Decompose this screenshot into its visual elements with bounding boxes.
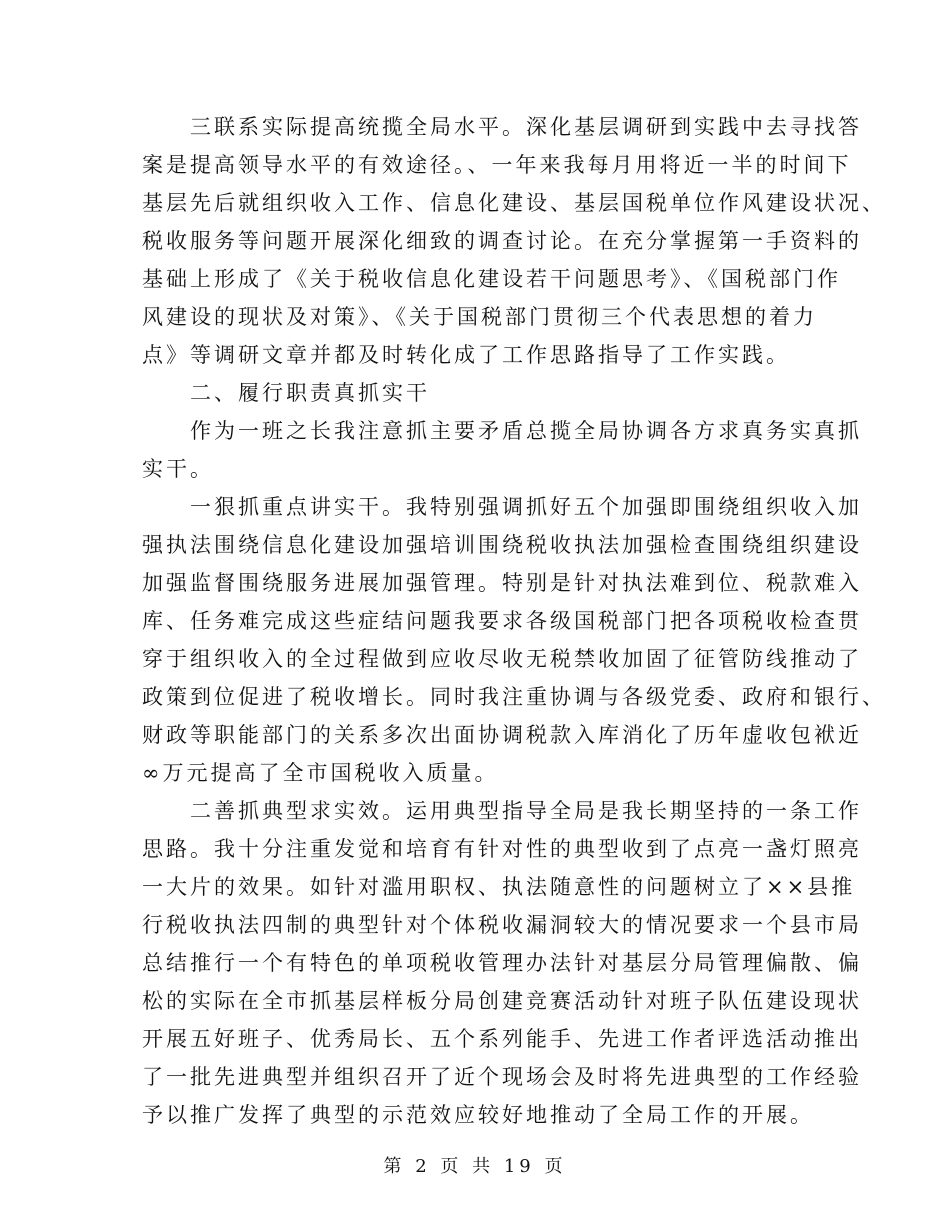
text-line: 基础上形成了《关于税收信息化建设若干问题思考》、《国税部门作	[142, 267, 841, 291]
document-body	[142, 108, 886, 1134]
text-line: 一狠抓重点讲实干。我特别强调抓好五个加强即围绕组织收入加	[190, 495, 862, 519]
text-line: 基层先后就组织收入工作、信息化建设、基层国税单位作风建设状况、	[142, 191, 886, 215]
text-line: 思路。我十分注重发觉和培育有针对性的典型收到了点亮一盏灯照亮	[142, 837, 862, 861]
text-line: 松的实际在全市抓基层样板分局创建竞赛活动针对班子队伍建设现状	[142, 989, 862, 1013]
text-line: 实干。	[142, 457, 214, 481]
paragraph	[142, 108, 886, 374]
paragraph	[142, 792, 862, 1134]
text-line: 予以推广发挥了典型的示范效应较好地推动了全局工作的开展。	[142, 1103, 814, 1127]
paragraph	[142, 488, 886, 792]
text-line: 强执法围绕信息化建设加强培训围绕税收执法加强检查围绕组织建设	[142, 533, 862, 557]
text-line: 风建设的现状及对策》、《关于国税部门贯彻三个代表思想的着力	[142, 305, 817, 329]
text-line: 财政等职能部门的关系多次出面协调税款入库消化了历年虚收包袱近	[142, 723, 862, 747]
paragraph	[142, 412, 862, 488]
text-line: 点》等调研文章并都及时转化成了工作思路指导了工作实践。	[142, 343, 790, 367]
text-line: 案是提高领导水平的有效途径。、一年来我每月用将近一半的时间下	[142, 153, 852, 177]
text-line: 库、任务难完成这些症结问题我要求各级国税部门把各项税收检查贯	[142, 609, 862, 633]
text-line: 一大片的效果。如针对滥用职权、执法随意性的问题树立了××县推	[142, 875, 856, 899]
text-line: 二善抓典型求实效。运用典型指导全局是我长期坚持的一条工作	[190, 799, 862, 823]
page-number-footer: 第 2 页 共 19 页	[383, 1156, 567, 1177]
text-line: 二、履行职责真抓实干	[190, 381, 430, 405]
text-line: 开展五好班子、优秀局长、五个系列能手、先进工作者评选活动推出	[142, 1027, 862, 1051]
text-line: 行税收执法四制的典型针对个体税收漏洞较大的情况要求一个县市局	[142, 913, 862, 937]
text-line: 作为一班之长我注意抓主要矛盾总揽全局协调各方求真务实真抓	[190, 419, 862, 443]
text-line: 总结推行一个有特色的单项税收管理办法针对基层分局管理偏散、偏	[142, 951, 862, 975]
text-line: 了一批先进典型并组织召开了近个现场会及时将先进典型的工作经验	[142, 1065, 862, 1089]
text-line: 三联系实际提高统揽全局水平。深化基层调研到实践中去寻找答	[190, 115, 862, 139]
section-heading	[142, 374, 810, 412]
text-line: 税收服务等问题开展深化细致的调查讨论。在充分掌握第一手资料的	[142, 229, 862, 253]
text-line: 加强监督围绕服务进展加强管理。特别是针对执法难到位、税款难入	[142, 571, 862, 595]
text-line: ∞万元提高了全市国税收入质量。	[142, 761, 499, 785]
text-line: 穿于组织收入的全过程做到应收尽收无税禁收加固了征管防线推动了	[142, 647, 862, 671]
text-line: 政策到位促进了税收增长。同时我注重协调与各级党委、政府和银行、	[142, 685, 886, 709]
